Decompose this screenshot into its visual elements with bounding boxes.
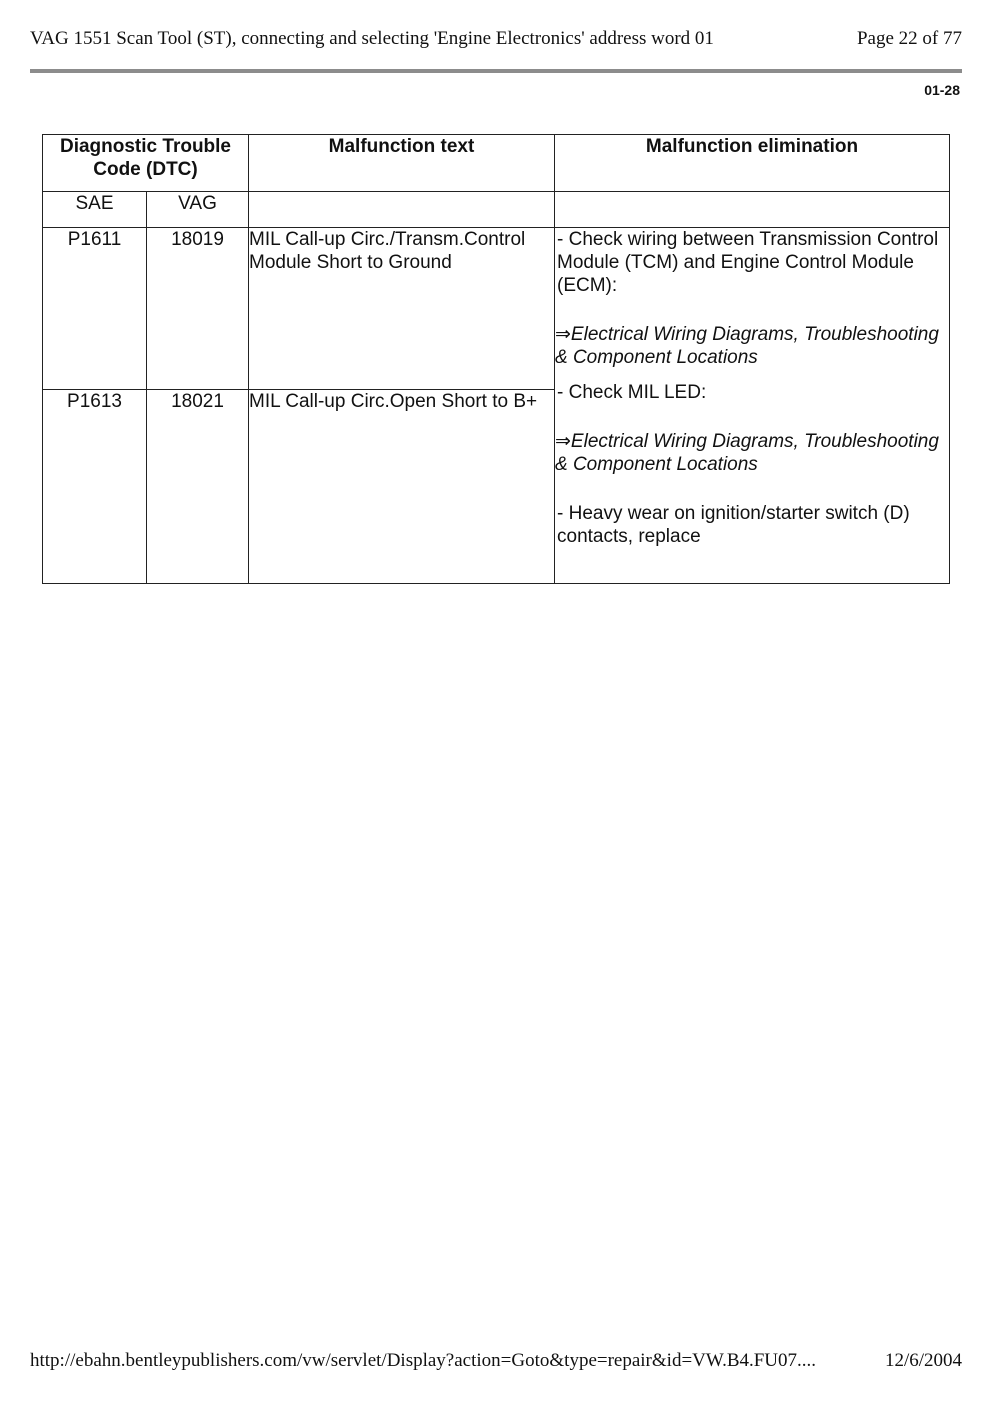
sae-subheader: SAE xyxy=(43,192,147,228)
elimination-step: - Heavy wear on ignition/starter switch (D) contacts, replace xyxy=(557,503,910,547)
sae-code: P1613 xyxy=(43,390,147,584)
wiring-diagram-reference xyxy=(555,430,949,476)
arrow-right-icon: ⇒ xyxy=(555,431,571,452)
page-header xyxy=(30,28,962,52)
malfunction-elimination-column-header: Malfunction elimination xyxy=(555,135,950,192)
reference-link-text: Electrical Wiring Diagrams, Troubleshooting & Component Locations xyxy=(555,431,939,475)
malfunction-elimination xyxy=(555,228,950,584)
empty-cell xyxy=(249,192,555,228)
table-row xyxy=(43,228,950,390)
arrow-right-icon: ⇒ xyxy=(555,324,571,345)
elimination-step: - Check wiring between Transmission Control Module (TCM) and Engine Control Module (ECM): xyxy=(557,229,939,296)
vag-code: 18021 xyxy=(147,390,249,584)
elimination-step: - Check MIL LED: xyxy=(557,382,707,403)
sae-code: P1611 xyxy=(43,228,147,390)
empty-cell xyxy=(555,192,950,228)
reference-link-text: Electrical Wiring Diagrams, Troubleshooting & Component Locations xyxy=(555,324,939,368)
malfunction-text-column-header: Malfunction text xyxy=(249,135,555,192)
dtc-column-header: Diagnostic Trouble Code (DTC) xyxy=(43,135,249,192)
document-title: VAG 1551 Scan Tool (ST), connecting and selecting 'Engine Electronics' address word 01 xyxy=(30,28,714,49)
malfunction-text: MIL Call-up Circ.Open Short to B+ xyxy=(249,390,555,584)
table-header-row xyxy=(43,135,950,192)
print-date: 12/6/2004 xyxy=(884,1350,962,1371)
vag-code: 18019 xyxy=(147,228,249,390)
wiring-diagram-reference xyxy=(555,323,949,369)
table-subheader-row xyxy=(43,192,950,228)
section-code: 01-28 xyxy=(924,82,960,98)
dtc-table xyxy=(42,134,950,584)
source-url: http://ebahn.bentleypublishers.com/vw/servlet/Display?action=Goto&type=repair&id=VW.B4.FU07.... xyxy=(30,1350,817,1371)
header-divider xyxy=(30,69,962,73)
page-number: Page 22 of 77 xyxy=(856,28,962,49)
malfunction-text: MIL Call-up Circ./Transm.Control Module Short to Ground xyxy=(249,228,555,390)
page-footer xyxy=(30,1350,962,1374)
vag-subheader: VAG xyxy=(147,192,249,228)
